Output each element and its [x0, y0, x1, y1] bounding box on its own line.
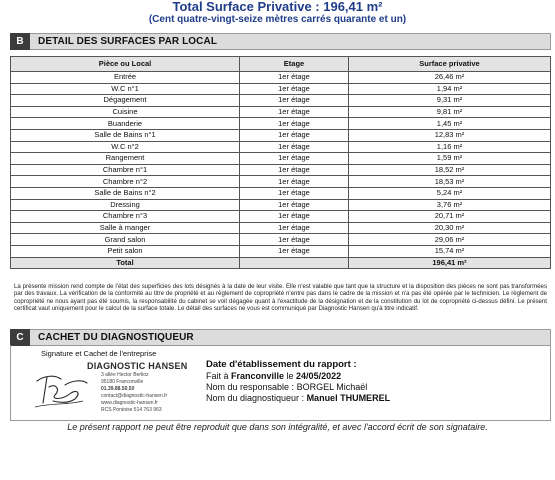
made-at-date: 24/05/2022: [296, 371, 342, 381]
cell-surface: 26,46 m²: [349, 72, 551, 84]
cell-piece: Salle de Bains n°1: [11, 129, 240, 141]
table-row: [11, 176, 551, 188]
responsible-label: Nom du responsable :: [206, 382, 297, 392]
report-date-header: Date d'établissement du rapport :: [206, 359, 357, 370]
footer-disclaimer: Le présent rapport ne peut être reproduit que dans son intégralité, et avec l'accord écrit de son signataire.: [67, 422, 488, 432]
company-stamp: [29, 359, 199, 419]
stamp-line: contact@diagnostic-hansen.fr: [101, 393, 168, 399]
cell-surface: 12,83 m²: [349, 129, 551, 141]
handwritten-signature-icon: [31, 363, 91, 415]
table-row: [11, 106, 551, 118]
cell-etage: 1er étage: [240, 176, 349, 188]
table-row: [11, 199, 551, 211]
cell-piece: W.C n°1: [11, 83, 240, 95]
cell-surface: 1,94 m²: [349, 83, 551, 95]
mission-notice: La présente mission rend compte de l'état des superficies des lots désignés à la date de leur visite. Elle n'est valable que tant que la structure et la disposition des pièces ne sont pas transformées par des travaux. La vérification de la conformité au titre de propriété et au règlement de copropriété n'entre pas dans le cadre de la mission et n'a pas été opérée par le technicien. Le règlement de copropriété ne nous ayant pas été soumis, la responsabilité du cabinet se voit dégagée quant à l'exactitude de la désignation et de la constitution du lot de copropriété ci-dessus défini. Le présent certificat vaut uniquement pour le calcul de la surface totale. Le détail des surfaces ne vous est communiqué par Diagnostic Hansen qu'à titre indicatif.: [14, 283, 547, 313]
table-row: [11, 187, 551, 199]
cell-surface: 1,45 m²: [349, 118, 551, 130]
cell-surface: 20,30 m²: [349, 222, 551, 234]
total-label: Total: [11, 257, 240, 269]
cell-etage: 1er étage: [240, 245, 349, 257]
section-b-header: [10, 33, 551, 50]
signature-box: [10, 345, 551, 421]
section-b-letter: B: [10, 33, 30, 50]
table-row: [11, 245, 551, 257]
cell-piece: Chambre n°1: [11, 164, 240, 176]
table-row: [11, 83, 551, 95]
cell-piece: Dressing: [11, 199, 240, 211]
cell-etage: 1er étage: [240, 211, 349, 223]
table-row: [11, 118, 551, 130]
cell-piece: Buanderie: [11, 118, 240, 130]
cell-etage: 1er étage: [240, 199, 349, 211]
cell-etage: 1er étage: [240, 106, 349, 118]
table-row: [11, 153, 551, 165]
report-info: [206, 359, 390, 404]
cell-etage: 1er étage: [240, 129, 349, 141]
cell-etage: 1er étage: [240, 187, 349, 199]
cell-etage: 1er étage: [240, 72, 349, 84]
table-header-row: [11, 57, 551, 72]
cell-etage: 1er étage: [240, 83, 349, 95]
cell-piece: Grand salon: [11, 234, 240, 246]
cell-piece: Petit salon: [11, 245, 240, 257]
table-row: [11, 129, 551, 141]
total-value: 196,41 m²: [349, 257, 551, 269]
cell-surface: 18,53 m²: [349, 176, 551, 188]
cell-surface: 9,81 m²: [349, 106, 551, 118]
section-c-title: CACHET DU DIAGNOSTIQUEUR: [38, 332, 194, 343]
cell-etage: 1er étage: [240, 118, 349, 130]
cell-etage: 1er étage: [240, 222, 349, 234]
total-surface-words: (Cent quatre-vingt-seize mètres carrés quarante et un): [148, 14, 407, 25]
cell-etage: 1er étage: [240, 164, 349, 176]
cell-piece: Dégagement: [11, 95, 240, 107]
cell-surface: 1,16 m²: [349, 141, 551, 153]
report-place-date: [206, 371, 390, 382]
table-total-row: [11, 257, 551, 269]
signature-label: Signature et Cachet de l'entreprise: [41, 349, 157, 358]
responsible-name: BORGEL Michaël: [296, 382, 368, 392]
made-at-mid: le: [284, 371, 297, 381]
cell-surface: 15,74 m²: [349, 245, 551, 257]
total-surface-title: Total Surface Privative : 196,41 m²: [172, 0, 383, 14]
cell-piece: Chambre n°2: [11, 176, 240, 188]
table-row: [11, 141, 551, 153]
cell-surface: 5,24 m²: [349, 187, 551, 199]
cell-surface: 20,71 m²: [349, 211, 551, 223]
cell-piece: Salle à manger: [11, 222, 240, 234]
stamp-line: 01.39.88.50.50: [101, 386, 135, 392]
total-empty-cell: [240, 257, 349, 269]
column-header-surface: Surface privative: [349, 57, 551, 72]
surfaces-table: [10, 56, 551, 269]
stamp-line: RCS Pontoise 514 763 963: [101, 407, 162, 413]
cell-piece: Rangement: [11, 153, 240, 165]
cell-surface: 9,31 m²: [349, 95, 551, 107]
diagnostician-line: [206, 393, 390, 404]
responsible-line: [206, 382, 390, 393]
column-header-etage: Etage: [240, 57, 349, 72]
cell-surface: 1,59 m²: [349, 153, 551, 165]
cell-piece: Salle de Bains n°2: [11, 187, 240, 199]
stamp-brand: DIAGNOSTIC HANSEN: [87, 361, 188, 371]
cell-etage: 1er étage: [240, 234, 349, 246]
cell-surface: 3,76 m²: [349, 199, 551, 211]
column-header-piece: Pièce ou Local: [11, 57, 240, 72]
section-b-title: DETAIL DES SURFACES PAR LOCAL: [38, 36, 218, 47]
cell-etage: 1er étage: [240, 153, 349, 165]
diagnostician-name: Manuel THUMEREL: [306, 393, 391, 403]
cell-surface: 18,52 m²: [349, 164, 551, 176]
cell-piece: Entrée: [11, 72, 240, 84]
cell-piece: Cuisine: [11, 106, 240, 118]
made-at-prefix: Fait à: [206, 371, 232, 381]
section-c-letter: C: [10, 329, 30, 346]
table-row: [11, 211, 551, 223]
stamp-line: 95180 Franconville: [101, 379, 144, 385]
table-row: [11, 72, 551, 84]
cell-surface: 29,06 m²: [349, 234, 551, 246]
table-row: [11, 164, 551, 176]
section-c-header: [10, 329, 551, 346]
table-row: [11, 222, 551, 234]
stamp-line: www.diagnostic-hansen.fr: [101, 400, 158, 406]
made-at-city: Franconville: [231, 371, 285, 381]
stamp-line: 3 allée Hector Berlioz: [101, 372, 149, 378]
cell-etage: 1er étage: [240, 141, 349, 153]
table-row: [11, 95, 551, 107]
cell-piece: Chambre n°3: [11, 211, 240, 223]
cell-etage: 1er étage: [240, 95, 349, 107]
cell-piece: W.C n°2: [11, 141, 240, 153]
table-row: [11, 234, 551, 246]
diagnostician-label: Nom du diagnostiqueur :: [206, 393, 307, 403]
